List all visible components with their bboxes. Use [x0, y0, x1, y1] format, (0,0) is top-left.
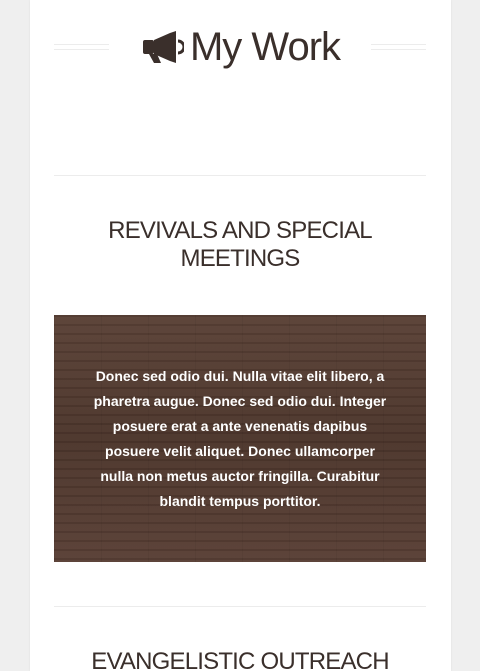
title-group	[129, 22, 351, 72]
section-divider	[54, 606, 426, 607]
title-rule-right	[371, 44, 426, 50]
section-title-evangelistic: EVANGELISTIC OUTREACH	[91, 648, 389, 671]
page-header	[54, 22, 426, 72]
revivals-description: Donec sed odio dui. Nulla vitae elit libero, a pharetra augue. Donec sed odio dui. Integer posuere erat a ante venenatis dapibus posuere velit aliquet. Donec ullamcorper nulla non metus auctor fringilla. Curabitur blandit tempus porttitor.	[93, 368, 387, 509]
page-title: My Work	[189, 25, 341, 69]
megaphone-icon	[140, 29, 184, 65]
revivals-card	[54, 315, 426, 562]
section-title-revivals	[54, 217, 426, 273]
title-rule-left	[54, 44, 109, 50]
section-title-line: MEETINGS	[180, 245, 300, 272]
section-divider	[54, 175, 426, 176]
page-container	[30, 0, 451, 671]
section-title-line: REVIVALS AND SPECIAL	[108, 217, 372, 244]
